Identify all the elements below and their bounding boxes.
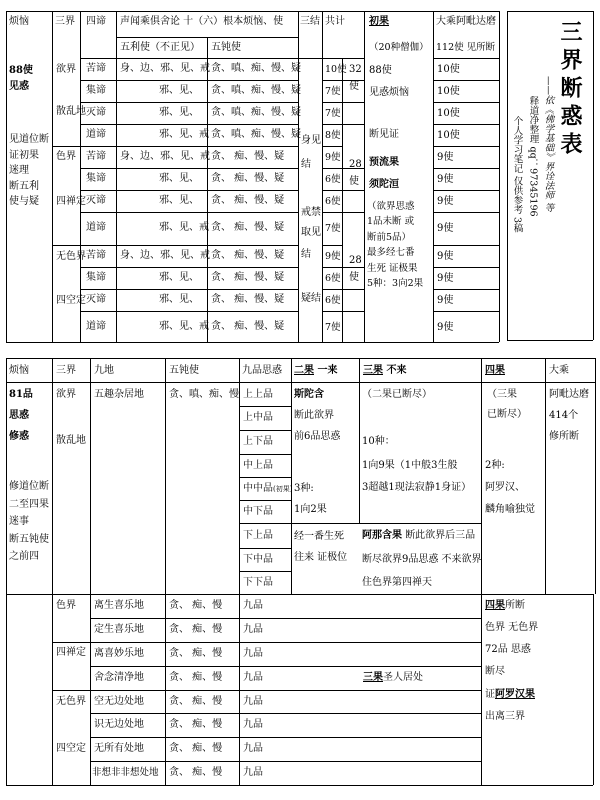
row-count-suffix: 使: [331, 130, 341, 141]
chuguo-line: （欲界思惑: [367, 201, 415, 212]
b-dasheng-line: 阿毗达磨: [549, 389, 589, 400]
row-count: [325, 65, 347, 75]
sanguo-abode-label: 三果: [363, 672, 383, 683]
chuguo-jianhuo: 见惑烦恼: [369, 87, 409, 98]
row-li: 邪、见、: [159, 294, 199, 305]
b-jie-sejie: 色界: [56, 600, 76, 611]
row-count-suffix: 使: [331, 223, 341, 234]
row-count: [325, 224, 341, 234]
siguo-line: 阿罗汉、: [485, 482, 525, 493]
row-count-num: 8: [325, 130, 332, 141]
b-jie-yujie: 欲界: [56, 389, 76, 400]
row-li: 邪、见、戒: [159, 222, 209, 233]
upper-di: 离喜妙乐地: [94, 648, 144, 659]
anahan-text3: 住色界第四禅天: [362, 577, 432, 588]
row-count-suffix: 使: [337, 64, 347, 75]
sanguo-abode: [363, 673, 423, 683]
upper-dun: 贪、 痴、慢: [169, 672, 223, 683]
sanguo-label: 三果: [363, 365, 383, 376]
row-dun: 贪、 痴、慢、疑: [211, 250, 285, 261]
anahan-line1: [362, 531, 475, 541]
sanjie-qujian: 取见: [301, 227, 321, 238]
top-left-line: 见道位断: [9, 134, 49, 145]
row-dun: 贪、 痴、慢、疑: [211, 173, 285, 184]
row-count: [325, 252, 341, 262]
row-count-num: 7: [325, 108, 332, 119]
bottom-left-line: 之前四: [9, 551, 39, 562]
anahan-text2: 断尽欲界9品思惑 不来欲界: [362, 554, 482, 565]
chuguo-line: 生死 证极果: [367, 262, 418, 274]
b-di-wuqu: 五趣杂居地: [94, 389, 144, 400]
siguo-side-4: 断尽: [485, 666, 505, 677]
total-yujie: 32: [349, 64, 362, 75]
dasheng-value: 9使: [437, 273, 454, 284]
row-li: 邪、见、: [159, 272, 199, 283]
row-count: [325, 109, 341, 119]
jie-wusejie: 无色界: [56, 251, 86, 262]
siguo-side-6: 出离三界: [485, 711, 525, 722]
upper-pin: 九品: [243, 648, 263, 659]
row-li: 邪、见、戒: [159, 321, 209, 332]
dasheng-value: 9使: [437, 174, 454, 185]
bottom-left-line: 断五钝使: [9, 533, 49, 545]
erguo-line: 1向2果: [294, 504, 327, 515]
chuguo-line: 5种：3向2果: [367, 277, 424, 289]
siguo-line: 已断尽）: [487, 409, 527, 420]
siguo-side-3: 72品 思惑: [485, 644, 531, 655]
b-header-jiudi: 九地: [94, 365, 114, 376]
b-header-erguo: [294, 366, 337, 376]
upper-pin: 九品: [243, 743, 263, 754]
top-left-line: 迷理: [9, 165, 29, 176]
jie-sikongding: 四空定: [56, 295, 86, 306]
compiler-line: 释道净整理 qq：97345196: [527, 96, 539, 217]
row-count: [325, 87, 341, 97]
row-dun: 贪、 痴、慢、疑: [211, 272, 285, 283]
row-li: 邪、见、戒: [159, 129, 209, 140]
note-line: 个人学习笔记 仅供参考 3稿: [511, 116, 523, 233]
chuguo-duanjian: 断见证: [369, 129, 399, 140]
upper-di: 空无边处地: [94, 696, 144, 707]
row-li: 身、边、邪、见、戒: [120, 63, 210, 74]
dasheng-value: 9使: [437, 322, 454, 333]
b-jie-sichanding: 四禅定: [56, 647, 86, 658]
jie-sejie: 色界: [56, 151, 76, 162]
row-dun: 贪、 痴、慢、疑: [211, 151, 285, 162]
row-count-suffix: 使: [331, 86, 341, 97]
total-sejie-unit: 使: [349, 176, 359, 187]
row-di: 灭谛: [86, 107, 106, 118]
row-di: 集谛: [86, 173, 106, 184]
row-count: [325, 175, 341, 185]
row-dun: 贪、嗔、痴、慢、疑: [211, 85, 301, 96]
sanguo-line: （二果已断尽）: [362, 389, 432, 400]
row-count-num: 9: [325, 152, 332, 163]
siguo-side-text: 所断: [505, 600, 525, 611]
header-sidi: 四谛: [86, 16, 106, 27]
header-wudunshi: 五钝使: [211, 42, 241, 53]
row-dun: 贪、嗔、痴、慢、疑: [211, 107, 301, 118]
sanjie-yijie: 疑结: [301, 293, 321, 304]
sanguo-line: 3超越1现法寂静1身证）: [362, 482, 472, 493]
row-dun: 贪、嗔、痴、慢、疑: [211, 129, 301, 140]
header-chuguo: 初果: [369, 16, 389, 27]
upper-dun: 贪、 痴、慢: [169, 600, 223, 611]
chuguo-88shi: 88使: [369, 65, 392, 76]
row-count-suffix: 使: [331, 108, 341, 119]
b-header-sanjie: 三界: [56, 365, 76, 376]
row-li: 邪、见、: [159, 173, 199, 184]
bottom-left-81pin: 81品: [9, 389, 33, 400]
dasheng-value: 9使: [437, 251, 454, 262]
siguo-side-label: 四果: [485, 600, 505, 611]
row-li: 身、边、邪、见、戒: [120, 151, 210, 162]
erguo-line: 经一番生死: [294, 531, 344, 542]
row-di: 集谛: [86, 85, 106, 96]
pin-grade: 中下品: [243, 506, 273, 517]
siguo-line: 麟角喻独觉: [485, 504, 535, 515]
header-gongji: 共计: [325, 16, 345, 27]
jie-sichanding: 四禅定: [56, 196, 86, 207]
row-count: [325, 197, 341, 207]
row-dun: 贪、嗔、痴、慢、疑: [211, 63, 301, 74]
b-jie-wusejie: 无色界: [56, 696, 86, 707]
row-di: 集谛: [86, 272, 106, 283]
header-wulishi: 五利使（不正见）: [120, 42, 200, 53]
row-di: 苦谛: [86, 250, 106, 261]
erguo-line: 断此欲界: [294, 410, 334, 421]
upper-di: 无所有处地: [94, 743, 144, 754]
anahan-name: 阿那含果: [362, 530, 402, 541]
row-li: 邪、见、: [159, 195, 199, 206]
row-di: 苦谛: [86, 151, 106, 162]
top-left-line: 证初果: [9, 149, 39, 161]
b-jie-sanluandi: 散乱地: [56, 435, 86, 446]
siguo-line: 2种:: [485, 460, 505, 471]
upper-pin: 九品: [243, 624, 263, 635]
sanjie-shenjian: 身见: [301, 135, 321, 146]
dasheng-value: 10使: [437, 108, 460, 119]
upper-dun: 贪、 痴、慢: [169, 696, 223, 707]
upper-pin: 九品: [243, 719, 263, 730]
upper-dun: 贪、 痴、慢: [169, 624, 223, 635]
author-line: ——依《佛学基础》界诠法师 等: [542, 76, 554, 213]
dasheng-value: 9使: [437, 152, 454, 163]
upper-di: 非想非非想处地: [92, 767, 159, 778]
row-di: 苦谛: [86, 63, 106, 74]
bottom-left-sihuo: 思惑: [9, 410, 29, 421]
upper-dun: 贪、 痴、慢: [169, 648, 223, 659]
bottom-left-line: 迷事: [9, 516, 29, 527]
header-sanjie-jie: 三结: [300, 16, 320, 27]
row-count-num: 10: [325, 64, 338, 75]
row-count-num: 7: [325, 86, 332, 97]
sanjie-jie2: 结: [301, 249, 311, 260]
row-dun: 贪、 痴、慢、疑: [211, 294, 285, 305]
siguo-side-2: 色界 无色界: [485, 622, 539, 633]
row-count-suffix: 使: [331, 174, 341, 185]
erguo-situohan: 斯陀含: [294, 389, 324, 400]
pin-grade: 中上品: [243, 460, 273, 471]
bottom-left-line: 修道位断: [9, 481, 49, 492]
siguo-line: （三果: [487, 389, 517, 400]
siguo-side-arhat: 阿罗汉果: [495, 689, 535, 700]
row-count: [325, 153, 341, 163]
row-dun: 贪、 痴、慢、疑: [211, 222, 285, 233]
header-sanjie: 三界: [55, 16, 75, 27]
header-fannao: 烦恼: [9, 16, 29, 27]
row-di: 道谛: [86, 129, 106, 140]
sanguo-abode-text: 圣人居处: [383, 672, 423, 683]
total-wusejie: 28: [349, 255, 362, 266]
row-count-suffix: 使: [331, 273, 341, 284]
jie-sanluandi: 散乱地: [56, 106, 86, 117]
siguo-side-5: [485, 690, 535, 700]
row-count-num: 6: [325, 295, 332, 306]
row-count-num: 9: [325, 251, 332, 262]
row-count-suffix: 使: [331, 295, 341, 306]
chuguo-line: 断前5品）: [367, 231, 412, 243]
total-yujie-unit: 使: [349, 81, 359, 92]
chuguo-desc: [367, 199, 433, 291]
header-dasheng: 大乘阿毗达磨: [436, 16, 496, 27]
pin-grade: 下下品: [243, 577, 273, 588]
dasheng-value: 10使: [437, 64, 460, 75]
row-count: [325, 323, 341, 333]
row-li: 邪、见、: [159, 107, 199, 118]
erguo-line: 前6品思惑: [294, 431, 341, 442]
pin-grade: 上中品: [243, 412, 273, 423]
row-li: 邪、见、: [159, 85, 199, 96]
pin-grade: 下中品: [243, 554, 273, 565]
row-di: 灭谛: [86, 195, 106, 206]
bottom-left-desc: [9, 478, 53, 566]
header-chuguo-sub: （20种僧伽）: [369, 42, 429, 53]
dasheng-value: 10使: [437, 86, 460, 97]
row-count-suffix: 使: [331, 196, 341, 207]
row-count-num: 6: [325, 196, 332, 207]
top-left-desc: [9, 132, 51, 210]
row-count-num: 6: [325, 174, 332, 185]
total-wusejie-unit: 使: [349, 272, 359, 283]
bottom-left-line: 二至四果: [9, 498, 49, 510]
pin-grade-label: 中中品: [243, 483, 273, 494]
upper-di: 离生喜乐地: [94, 600, 144, 611]
b-header-jiupin: 九品思惑: [242, 365, 282, 376]
sanjie-jiejin: 戒禁: [301, 207, 321, 218]
top-left-line: 断五利: [9, 180, 39, 192]
row-count-num: 6: [325, 273, 332, 284]
row-di: 道谛: [86, 222, 106, 233]
row-count-suffix: 使: [331, 322, 341, 333]
upper-pin: 九品: [243, 767, 263, 778]
pin-grade: 下上品: [243, 530, 273, 541]
sanguo-line: 10种：: [362, 436, 395, 447]
erguo-line: 往来 证极位: [294, 552, 348, 563]
pin-grade: 上下品: [243, 436, 273, 447]
upper-pin: 九品: [243, 696, 263, 707]
b-dasheng-line: 414个: [549, 410, 579, 421]
row-count-suffix: 使: [331, 251, 341, 262]
row-dun: 贪、 痴、慢、疑: [211, 195, 285, 206]
row-count-num: 7: [325, 223, 332, 234]
jie-yujie: 欲界: [56, 64, 76, 75]
row-li: 身、边、邪、见、戒: [120, 250, 210, 261]
chuguo-yuliuguo: 预流果: [369, 157, 399, 168]
upper-dun: 贪、 痴、慢: [169, 767, 223, 778]
b-header-wudunshi: 五钝使: [169, 365, 199, 376]
top-left-88shi: 88使: [9, 65, 33, 76]
header-dasheng-sub: 112使 见所断: [436, 42, 496, 53]
page-title: 三界断惑表: [557, 20, 583, 160]
b-jie-sikongding: 四空定: [56, 743, 86, 754]
sanguo-name: 不来: [386, 365, 407, 376]
bottom-left-xiuhuo: 修惑: [9, 431, 29, 442]
row-di: 道谛: [86, 321, 106, 332]
b-header-dasheng: 大乘: [549, 365, 569, 376]
upper-pin: 九品: [243, 672, 263, 683]
erguo-label: 二果: [294, 365, 314, 376]
pin-grade: [243, 484, 292, 494]
dasheng-value: 9使: [437, 223, 454, 234]
upper-di: 定生喜乐地: [94, 624, 144, 635]
upper-dun: 贪、 痴、慢: [169, 719, 223, 730]
upper-di: 舍念清净地: [94, 672, 144, 683]
row-count: [325, 296, 341, 306]
b-header-sanguo: [363, 366, 406, 376]
upper-pin: 九品: [243, 600, 263, 611]
b-header-siguo: 四果: [485, 365, 505, 376]
b-header-fannao: 烦恼: [9, 365, 29, 376]
siguo-side-zheng: 证: [485, 689, 495, 700]
anahan-text1: 断此欲界后三品: [405, 530, 476, 541]
chuguo-line: 最多经七番: [367, 247, 415, 259]
erguo-line: 3种:: [294, 483, 314, 494]
row-dun: 贪、 痴、慢、疑: [211, 321, 285, 332]
erguo-name: 一来: [317, 365, 338, 376]
upper-di: 识无边处地: [94, 719, 144, 730]
siguo-side-1: [485, 601, 525, 611]
sanguo-line: 1向9果（1中般3生般: [362, 460, 458, 471]
pin-grade: 上上品: [243, 389, 273, 400]
row-count: [325, 274, 341, 284]
dasheng-value: 10使: [437, 130, 460, 141]
dasheng-value: 9使: [437, 196, 454, 207]
row-count-num: 7: [325, 322, 332, 333]
row-count-suffix: 使: [331, 152, 341, 163]
top-left-line: 使与疑: [9, 196, 39, 207]
header-shenglun: 声闻乘俱舍论 十（六）根本烦恼、使: [120, 16, 284, 27]
pin-note: (初果): [273, 485, 293, 493]
row-di: 灭谛: [86, 294, 106, 305]
b-dun-yu: 贪、嗔、痴、慢: [169, 389, 239, 400]
chuguo-line: 1品未断 或: [367, 216, 415, 228]
chuguo-xutuohuan: 须陀洹: [369, 179, 399, 190]
top-left-jianhuo: 见惑: [9, 81, 29, 92]
row-count: [325, 131, 341, 141]
b-dasheng-line: 修所断: [549, 431, 579, 442]
total-sejie: 28: [349, 159, 362, 170]
sanjie-jie: 结: [301, 159, 311, 170]
upper-dun: 贪、 痴、慢: [169, 743, 223, 754]
dasheng-value: 9使: [437, 295, 454, 306]
